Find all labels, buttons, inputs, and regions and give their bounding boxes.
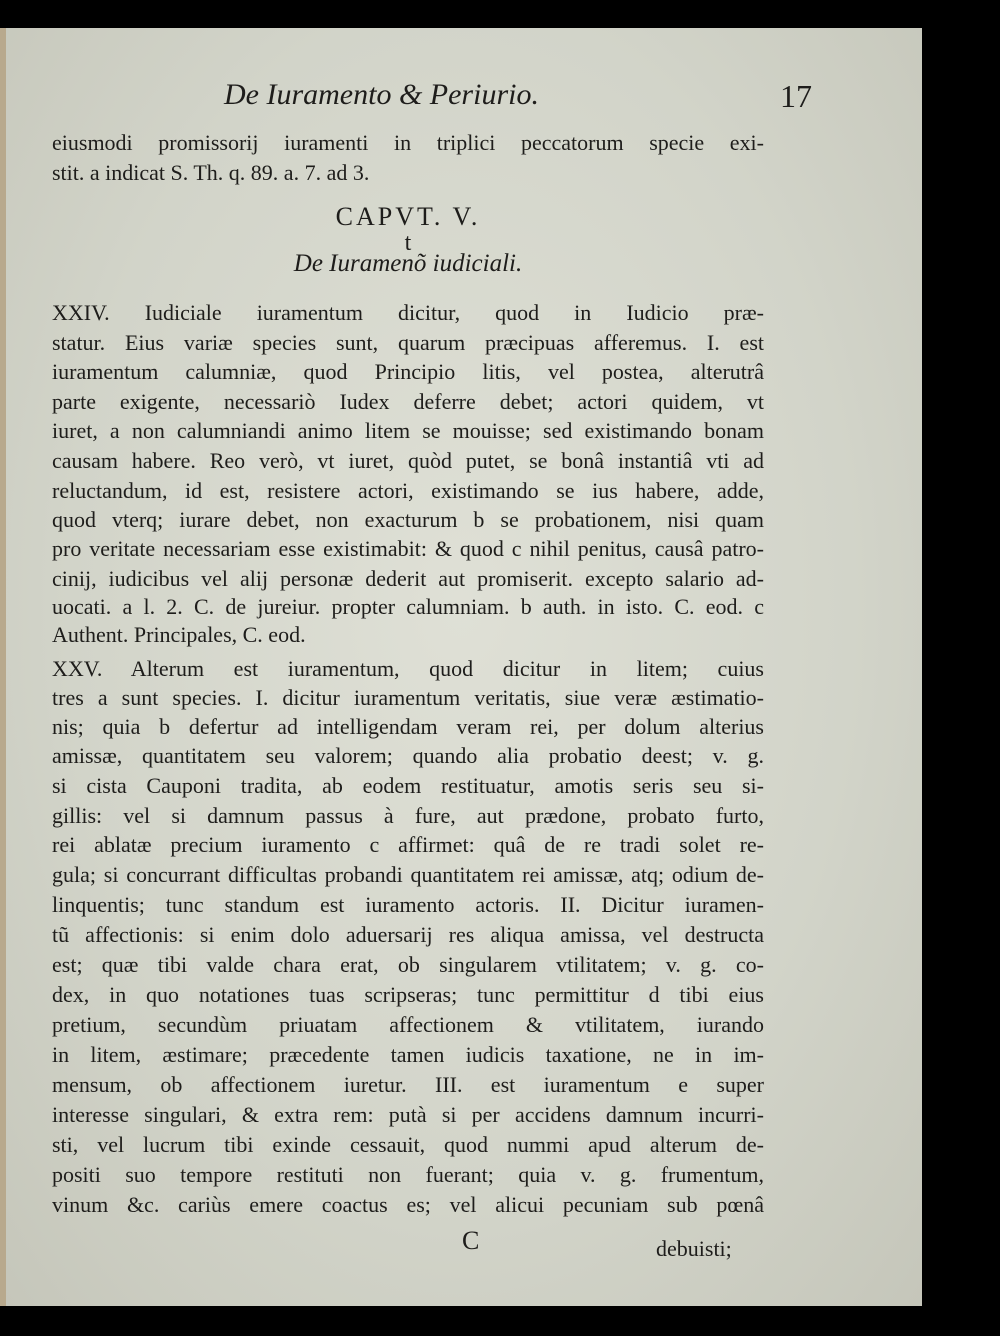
text-line: iuramentum calumniæ, quod Principio litis, vel postea, alterutrâ [52, 359, 764, 384]
text-line: si cista Cauponi tradita, ab eodem restituatur, amotis seris seu si- [52, 773, 764, 798]
text-line: reluctandum, id est, resistere actori, existimando se ius habere, adde, [52, 478, 764, 503]
running-head: De Iuramento & Periurio. [224, 78, 539, 111]
text-line: mensum, ob affectionem iuretur. III. est iuramentum e super [52, 1072, 764, 1097]
text-line: vinum &c. cariùs emere coactus es; vel alicui pecuniam sub pœnâ [52, 1192, 764, 1217]
page-binding-edge [0, 28, 6, 1306]
text-line: iuret, a non calumniandi animo litem se mouisse; sed existimando bonam [52, 418, 764, 443]
text-line: quod vterq; iurare debet, non exacturum b se probationem, nisi quam [52, 507, 764, 532]
text-line: interesse singulari, & extra rem: putà si per accidens damnum incurri- [52, 1102, 764, 1127]
text-line: uocati. a l. 2. C. de jureiur. propter calumniam. b auth. in isto. C. eod. c [52, 594, 764, 619]
text-line: tũ affectionis: si enim dolo aduersarij res aliqua amissa, vel destructa [52, 922, 764, 947]
text-line: stit. a indicat S. Th. q. 89. a. 7. ad 3. [52, 160, 370, 185]
text-line: nis; quia b defertur ad intelligendam veram rei, per dolum alterius [52, 714, 764, 739]
text-line: XXIV. Iudiciale iuramentum dicitur, quod in Iudicio præ- [52, 300, 764, 325]
text-line: gillis: vel si damnum passus à fure, aut prædone, probato furto, [52, 803, 764, 828]
catchword: debuisti; [656, 1236, 732, 1261]
text-line: sti, vel lucrum tibi exinde cessauit, quod nummi apud alterum de- [52, 1132, 764, 1157]
chapter-title: CAPVT. V. [335, 202, 481, 231]
text-line: dex, in quo notationes tuas scripseras; tunc permittitur d tibi eius [52, 982, 764, 1007]
text-line: in litem, æstimare; præcedente tamen iudicis taxatione, ne in im- [52, 1042, 764, 1067]
text-line: tres a sunt species. I. dicitur iuramentum veritatis, siue veræ æstimatio- [52, 685, 764, 710]
text-line: statur. Eius variæ species sunt, quarum præcipuas afferemus. I. est [52, 330, 764, 355]
section-title: De Iuramenõ iudiciali. [293, 250, 523, 277]
text-line: rei ablatæ precium iuramento c affirmet: quâ de re tradi solet re- [52, 832, 764, 857]
text-line: gula; si concurrant difficultas probandi quantitatem rei amissæ, atq; odium de- [52, 862, 764, 887]
signature-mark: C [462, 1226, 480, 1255]
chapter-marker: t [404, 230, 412, 256]
text-line: XXV. Alterum est iuramentum, quod dicitur in litem; cuius [52, 656, 764, 681]
text-line: causam habere. Reo verò, vt iuret, quòd putet, se bonâ instantiâ vti ad [52, 448, 764, 473]
text-line: est; quæ tibi valde chara erat, ob singularem vtilitatem; v. g. co- [52, 952, 764, 977]
text-line: pro veritate necessariam esse existimabit: & quod c nihil penitus, causâ patro- [52, 536, 764, 561]
text-line: positi suo tempore restituti non fuerant; quia v. g. frumentum, [52, 1162, 764, 1187]
text-line: cinij, iudicibus vel alij personæ dederit aut promiserit. excepto salario ad- [52, 566, 764, 591]
text-line: parte exigente, necessariò Iudex deferre debet; actori quidem, vt [52, 389, 764, 414]
text-line: amissæ, quantitatem seu valorem; quando alia probatio deest; v. g. [52, 743, 764, 768]
page-number: 17 [780, 78, 812, 114]
text-line: pretium, secundùm priuatam affectionem & vtilitatem, iurando [52, 1012, 764, 1037]
book-page [0, 28, 922, 1306]
text-line: eiusmodi promissorij iuramenti in triplici peccatorum specie exi- [52, 130, 764, 155]
text-line: Authent. Principales, C. eod. [52, 622, 306, 647]
text-line: linquentis; tunc standum est iuramento actoris. II. Dicitur iuramen- [52, 892, 764, 917]
